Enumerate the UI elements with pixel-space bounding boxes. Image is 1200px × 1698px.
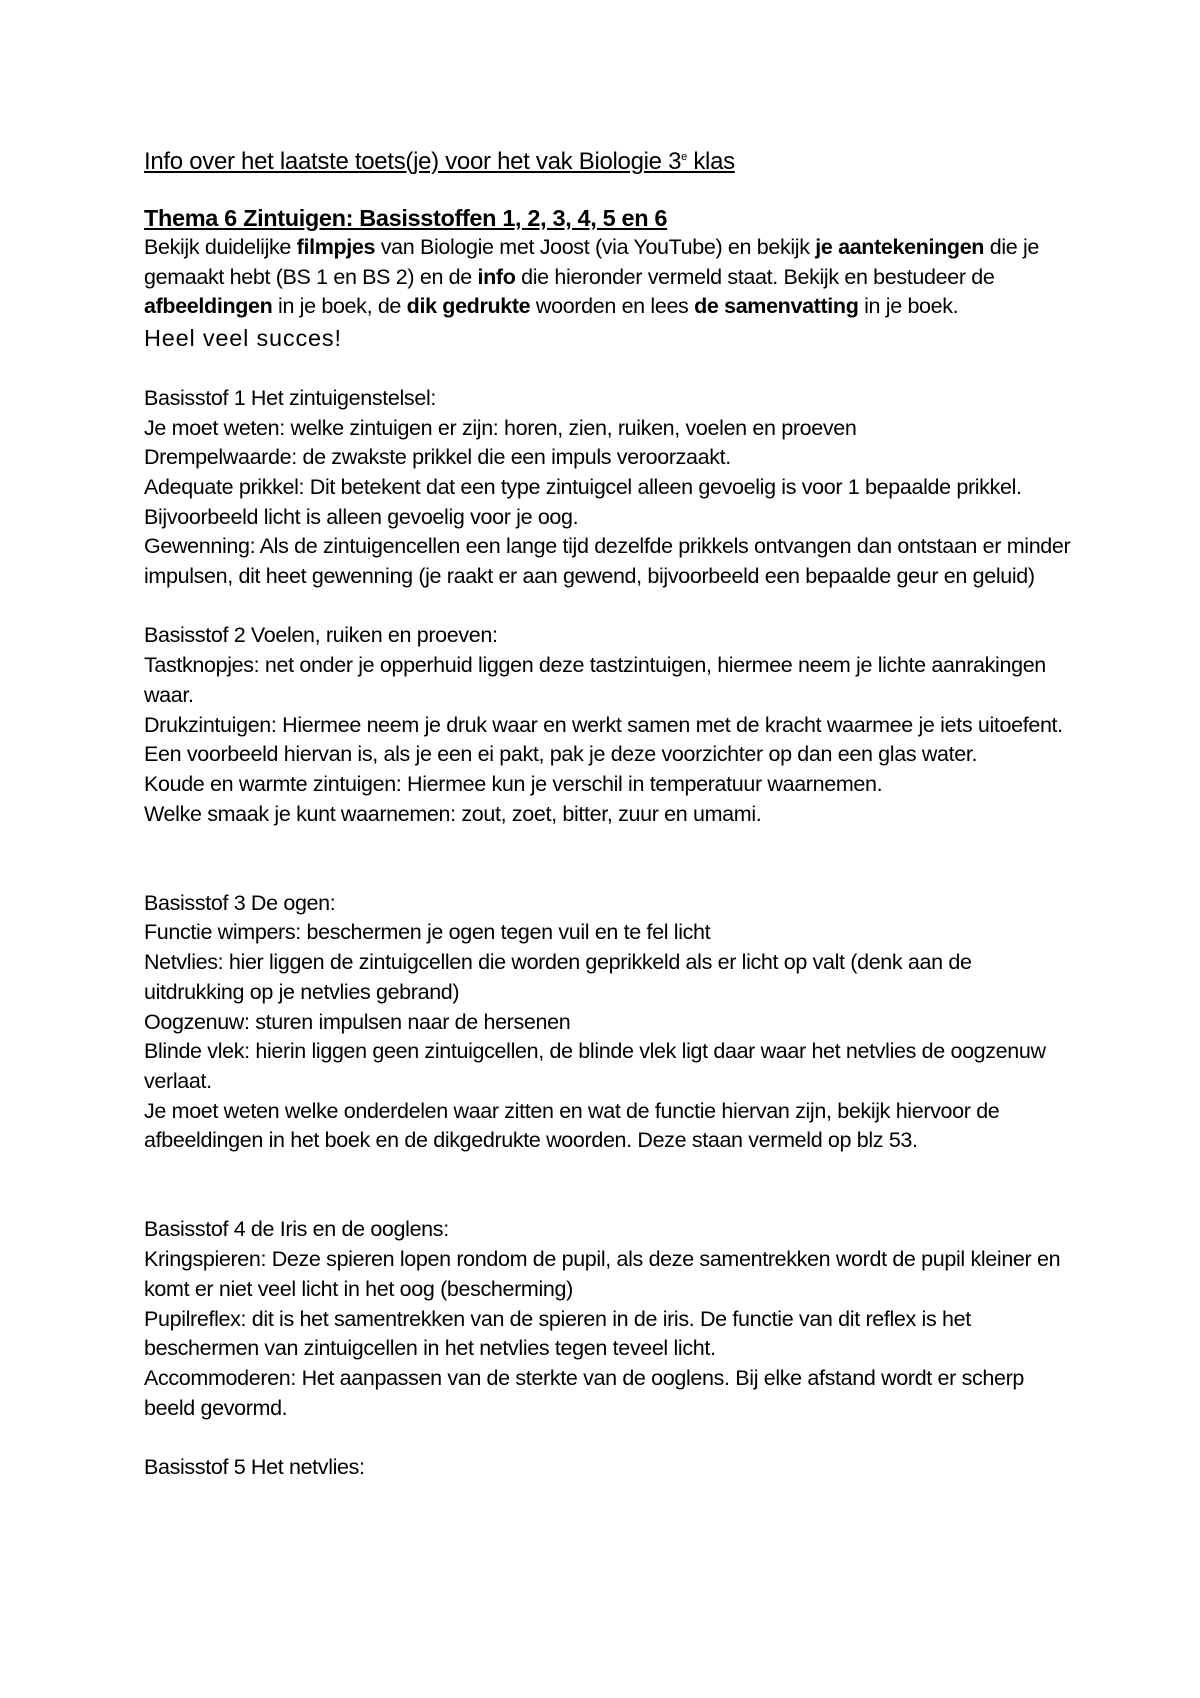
intro-text: die je gemaakt hebt (BS 1 en BS 2) en de bbox=[144, 235, 1040, 289]
section-line: Pupilreflex: dit is het samentrekken van de spieren in de iris. De functie van dit reflex is het beschermen van zintuigcellen in het netvlies tegen teveel licht. bbox=[144, 1306, 971, 1361]
section-line: Functie wimpers: beschermen je ogen tegen vuil en te fel licht bbox=[144, 920, 711, 945]
section-basisstof-5 bbox=[144, 1453, 1074, 1483]
section-line: Accommoderen: Het aanpassen van de sterkte van de ooglens. Bij elke afstand wordt er scherp beeld gevormd. bbox=[144, 1365, 1025, 1420]
section-line: Blinde vlek: hierin liggen geen zintuigcellen, de blinde vlek ligt daar waar het netvlies de oogzenuw verlaat. bbox=[144, 1039, 1046, 1093]
intro-text: van Biologie met Joost (via YouTube) en bekijk bbox=[375, 235, 816, 259]
title-superscript: e bbox=[681, 151, 687, 163]
intro-bold: de samenvatting bbox=[694, 294, 859, 319]
intro-text: in je boek. bbox=[858, 294, 959, 319]
section-heading: Basisstof 1 Het zintuigenstelsel: bbox=[144, 385, 436, 410]
section-line: Netvlies: hier liggen de zintuigcellen die worden geprikkeld als er licht op valt (denk aan de uitdrukking op je netvlies gebrand) bbox=[144, 950, 972, 1004]
section-basisstof-1 bbox=[144, 384, 1074, 592]
section-basisstof-3 bbox=[144, 889, 1074, 1156]
intro-bold: afbeeldingen bbox=[144, 294, 273, 319]
intro-text: in je boek, de bbox=[272, 294, 407, 319]
title-suffix: klas bbox=[686, 148, 735, 175]
intro-bold: dik gedrukte bbox=[406, 294, 531, 319]
good-luck-text: Heel veel succes! bbox=[144, 325, 342, 352]
section-line: Adequate prikkel: Dit betekent dat een type zintuigcel alleen gevoelig is voor 1 bepaalde prikkel. Bijvoorbeeld licht is alleen gevoelig voor je oog. bbox=[144, 474, 1022, 529]
intro-text: Bekijk duidelijke bbox=[144, 235, 297, 259]
section-line: Oogzenuw: sturen impulsen naar de hersenen bbox=[144, 1009, 571, 1034]
section-heading: Basisstof 5 Het netvlies: bbox=[144, 1455, 365, 1480]
intro-bold: filmpjes bbox=[296, 235, 376, 259]
section-heading: Basisstof 2 Voelen, ruiken en proeven: bbox=[144, 623, 498, 648]
intro-bold: je aantekeningen bbox=[815, 235, 985, 259]
section-line: Koude en warmte zintuigen: Hiermee kun je verschil in temperatuur waarnemen. bbox=[144, 771, 883, 796]
section-line: Gewenning: Als de zintuigencellen een lange tijd dezelfde prikkels ontvangen dan ontstaan er minder impulsen, dit heet gewenning (je raakt er aan gewend, bijvoorbeeld een bepaalde geur en geluid) bbox=[144, 534, 1071, 589]
intro-paragraph bbox=[144, 233, 1074, 322]
section-basisstof-2 bbox=[144, 621, 1074, 829]
section-heading: Basisstof 3 De ogen: bbox=[144, 890, 336, 915]
intro-text: die hieronder vermeld staat. Bekijk en bestudeer de bbox=[515, 264, 995, 289]
section-line: Je moet weten welke onderdelen waar zitten en wat de functie hiervan zijn, bekijk hiervoor de afbeeldingen in het boek en de dikgedrukte woorden. Deze staan vermeld op blz 53. bbox=[144, 1098, 1000, 1153]
section-line: Welke smaak je kunt waarnemen: zout, zoet, bitter, zuur en umami. bbox=[144, 801, 762, 826]
document-page bbox=[144, 146, 1074, 1483]
section-line: Je moet weten: welke zintuigen er zijn: horen, zien, ruiken, voelen en proeven bbox=[144, 415, 857, 440]
section-line: Tastknopjes: net onder je opperhuid liggen deze tastzintuigen, hiermee neem je lichte aanrakingen waar. bbox=[144, 653, 1046, 707]
section-line: Drukzintuigen: Hiermee neem je druk waar en werkt samen met de kracht waarmee je iets uitoefent. Een voorbeeld hiervan is, als je een ei pakt, pak je deze voorzichter op dan een glas water. bbox=[144, 712, 1063, 767]
section-line: Kringspieren: Deze spieren lopen rondom de pupil, als deze samentrekken wordt de pupil kleiner en komt er niet veel licht in het oog (bescherming) bbox=[144, 1247, 1061, 1301]
section-basisstof-4 bbox=[144, 1215, 1074, 1423]
intro-text: woorden en lees bbox=[530, 294, 695, 319]
document-title bbox=[144, 146, 1074, 178]
theme-heading: Thema 6 Zintuigen: Basisstoffen 1, 2, 3, 4, 5 en 6 bbox=[144, 205, 668, 231]
section-line: Drempelwaarde: de zwakste prikkel die een impuls veroorzaakt. bbox=[144, 445, 731, 470]
section-heading: Basisstof 4 de Iris en de ooglens: bbox=[144, 1217, 449, 1242]
title-text: Info over het laatste toets(je) voor het vak Biologie 3 bbox=[144, 148, 682, 175]
intro-bold: info bbox=[477, 264, 516, 289]
